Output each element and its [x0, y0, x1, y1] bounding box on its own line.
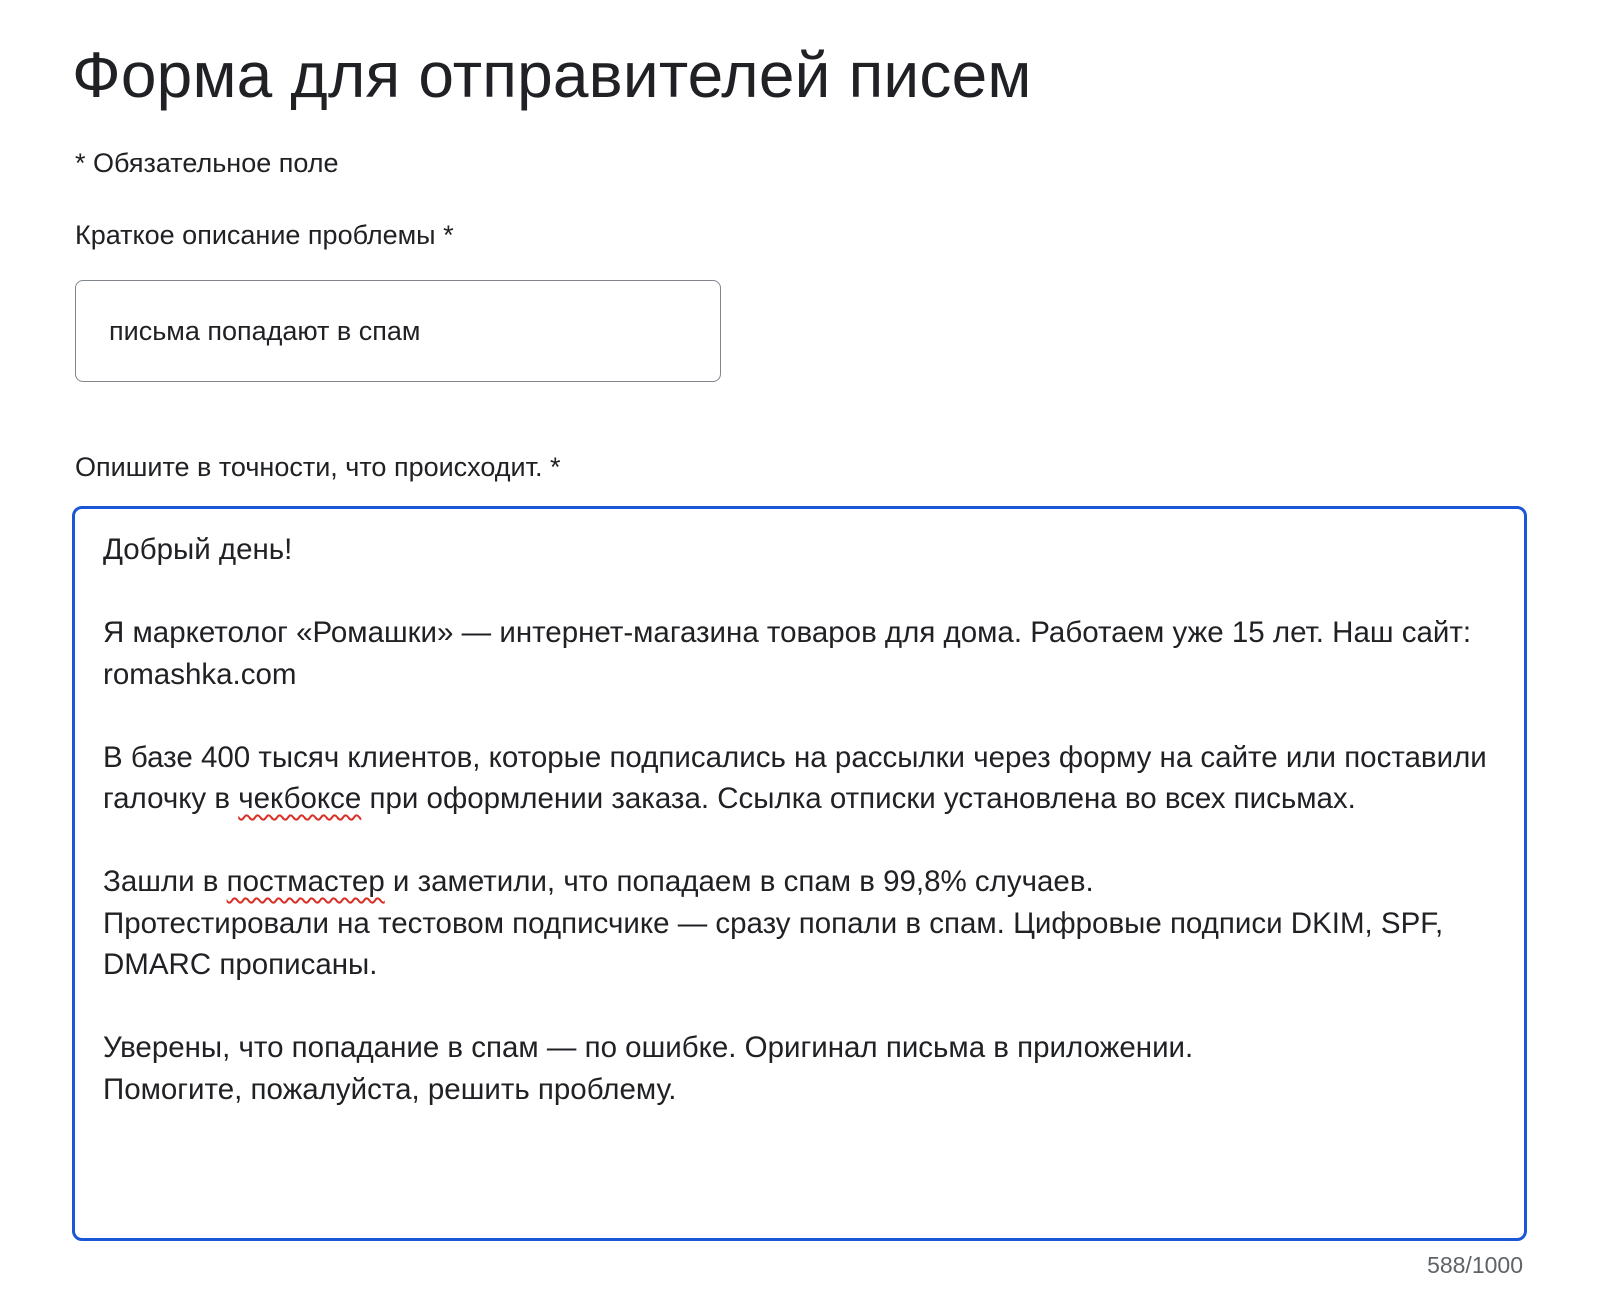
- page-title: Форма для отправителей писем: [72, 39, 1032, 111]
- details-text-segment: и заметили, что попадаем в спам в 99,8% случаев.: [384, 865, 1094, 898]
- details-paragraph-base: [103, 737, 1496, 820]
- details-paragraph-postmaster: [103, 861, 1496, 986]
- short-description-label: Краткое описание проблемы *: [75, 220, 454, 250]
- details-textarea[interactable]: [72, 506, 1527, 1241]
- spellcheck-word[interactable]: постмастер: [226, 865, 385, 898]
- details-paragraph-closing: [103, 1027, 1496, 1110]
- details-text-segment: В базе 400 тысяч клиентов, которые подписались на рассылки через форму на сайте или поставили галочку в: [103, 740, 1487, 815]
- details-text-segment: Уверены, что попадание в спам — по ошибке. Оригинал письма в приложении.: [103, 1031, 1194, 1064]
- short-description-input[interactable]: [75, 280, 721, 382]
- short-description-value: письма попадают в спам: [109, 315, 421, 346]
- details-text-segment: Протестировали на тестовом подписчике — сразу попали в спам. Цифровые подписи DKIM, SPF, DMARC прописаны.: [103, 906, 1444, 981]
- details-text-segment: Помогите, пожалуйста, решить проблему.: [103, 1072, 677, 1106]
- details-text-segment: Зашли в: [103, 865, 227, 898]
- details-text-segment: при оформлении заказа. Ссылка отписки установлена во всех письмах.: [361, 782, 1356, 815]
- details-label: Опишите в точности, что происходит. *: [75, 452, 561, 482]
- details-greeting: Добрый день!: [103, 533, 293, 566]
- details-paragraph-intro: Я маркетолог «Ромашки» — интернет-магазина товаров для дома. Работаем уже 15 лет. Наш сайт: romashka.com: [103, 616, 1472, 691]
- required-field-note: * Обязательное поле: [75, 148, 339, 178]
- character-counter: 588/1000: [1427, 1252, 1523, 1278]
- spellcheck-word[interactable]: чекбоксе: [238, 782, 362, 815]
